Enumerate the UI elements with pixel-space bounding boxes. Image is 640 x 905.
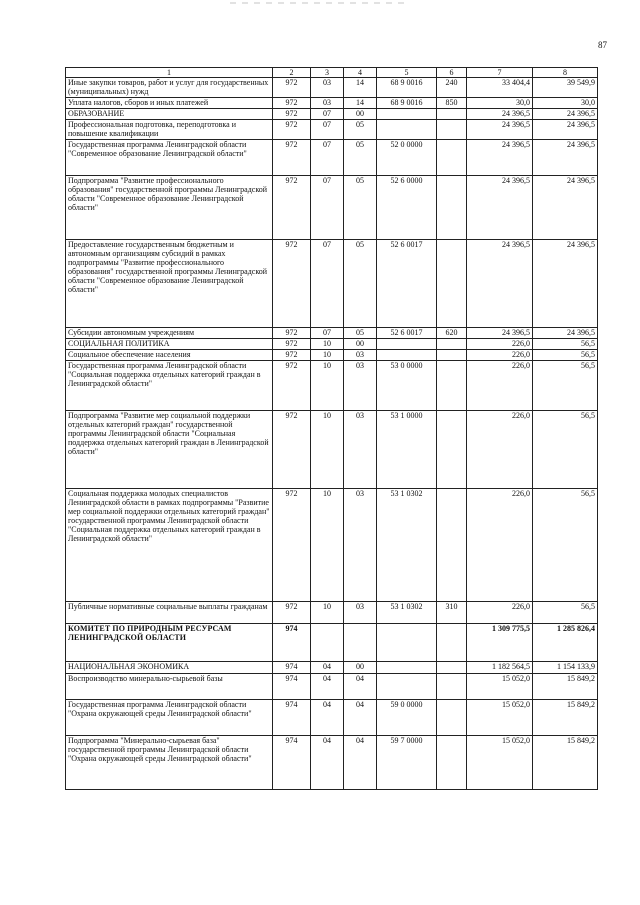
cell-section: 03 <box>311 78 344 98</box>
table-row <box>66 140 598 176</box>
cell-target-article <box>377 120 437 140</box>
cell-expense-type <box>437 339 467 350</box>
column-header: 5 <box>377 68 437 78</box>
cell-ministry-code: 974 <box>273 662 311 674</box>
cell-expense-type <box>437 240 467 328</box>
cell-amount-2: 15 849,2 <box>533 736 598 790</box>
cell-ministry-code: 972 <box>273 339 311 350</box>
cell-target-article <box>377 624 437 662</box>
table-row <box>66 350 598 361</box>
cell-target-article <box>377 674 437 700</box>
row-name: Воспроизводство минерально-сырьевой базы <box>66 674 273 700</box>
cell-expense-type <box>437 140 467 176</box>
cell-amount-1: 15 052,0 <box>467 736 533 790</box>
cell-ministry-code: 972 <box>273 98 311 109</box>
cell-expense-type <box>437 120 467 140</box>
cell-subsection: 05 <box>344 328 377 339</box>
table-row <box>66 674 598 700</box>
cell-expense-type <box>437 109 467 120</box>
table-row <box>66 662 598 674</box>
cell-ministry-code: 972 <box>273 411 311 489</box>
row-name: Подпрограмма "Развитие мер социальной поддержки отдельных категорий граждан" государственной программы Ленинградской области "Социальная поддержка отдельных категорий граждан в Ленинградской области" <box>66 411 273 489</box>
cell-expense-type <box>437 489 467 602</box>
cell-amount-1: 24 396,5 <box>467 140 533 176</box>
row-name: ОБРАЗОВАНИЕ <box>66 109 273 120</box>
cell-target-article <box>377 662 437 674</box>
cell-target-article: 53 1 0302 <box>377 489 437 602</box>
row-name: КОМИТЕТ ПО ПРИРОДНЫМ РЕСУРСАМ ЛЕНИНГРАДСКОЙ ОБЛАСТИ <box>66 624 273 662</box>
cell-amount-2: 24 396,5 <box>533 140 598 176</box>
cell-amount-1: 226,0 <box>467 350 533 361</box>
cell-amount-1: 226,0 <box>467 602 533 624</box>
cell-amount-1: 226,0 <box>467 339 533 350</box>
cell-target-article: 52 6 0017 <box>377 240 437 328</box>
cell-expense-type <box>437 662 467 674</box>
cell-expense-type <box>437 624 467 662</box>
cell-amount-1: 226,0 <box>467 489 533 602</box>
cell-ministry-code: 972 <box>273 109 311 120</box>
cell-amount-2: 24 396,5 <box>533 240 598 328</box>
cell-target-article: 53 1 0302 <box>377 602 437 624</box>
cell-amount-2: 56,5 <box>533 361 598 411</box>
cell-amount-1: 30,0 <box>467 98 533 109</box>
cell-amount-1: 226,0 <box>467 411 533 489</box>
cell-amount-1: 1 309 775,5 <box>467 624 533 662</box>
cell-amount-2: 15 849,2 <box>533 700 598 736</box>
cell-target-article <box>377 339 437 350</box>
row-name: Уплата налогов, сборов и иных платежей <box>66 98 273 109</box>
cell-amount-1: 24 396,5 <box>467 240 533 328</box>
cell-section: 07 <box>311 120 344 140</box>
cell-target-article: 53 0 0000 <box>377 361 437 411</box>
column-header: 2 <box>273 68 311 78</box>
table-row <box>66 98 598 109</box>
cell-amount-2: 56,5 <box>533 339 598 350</box>
cell-expense-type <box>437 674 467 700</box>
cell-ministry-code: 974 <box>273 700 311 736</box>
cell-subsection: 04 <box>344 736 377 790</box>
cell-subsection: 03 <box>344 350 377 361</box>
cell-section: 10 <box>311 411 344 489</box>
cell-subsection: 03 <box>344 602 377 624</box>
table-row <box>66 489 598 602</box>
row-name: Государственная программа Ленинградской области "Охрана окружающей среды Ленинградской области" <box>66 700 273 736</box>
cell-amount-2: 24 396,5 <box>533 328 598 339</box>
cell-expense-type <box>437 411 467 489</box>
row-name: НАЦИОНАЛЬНАЯ ЭКОНОМИКА <box>66 662 273 674</box>
cell-ministry-code: 972 <box>273 489 311 602</box>
cell-amount-1: 33 404,4 <box>467 78 533 98</box>
scan-artifact <box>230 2 410 4</box>
cell-target-article: 59 7 0000 <box>377 736 437 790</box>
table-row <box>66 120 598 140</box>
table-row <box>66 339 598 350</box>
cell-section: 04 <box>311 700 344 736</box>
row-name: Субсидии автономным учреждениям <box>66 328 273 339</box>
cell-subsection: 00 <box>344 109 377 120</box>
cell-section: 07 <box>311 240 344 328</box>
row-name: Государственная программа Ленинградской области "Социальная поддержка отдельных категорий граждан в Ленинградской области" <box>66 361 273 411</box>
cell-amount-1: 1 182 564,5 <box>467 662 533 674</box>
table-row <box>66 624 598 662</box>
cell-target-article: 68 9 0016 <box>377 98 437 109</box>
column-header: 1 <box>66 68 273 78</box>
cell-amount-2: 1 154 133,9 <box>533 662 598 674</box>
table-row <box>66 411 598 489</box>
cell-target-article: 59 0 0000 <box>377 700 437 736</box>
cell-amount-2: 24 396,5 <box>533 176 598 240</box>
row-name: Профессиональная подготовка, переподготовка и повышение квалификации <box>66 120 273 140</box>
cell-target-article: 68 9 0016 <box>377 78 437 98</box>
cell-subsection: 03 <box>344 489 377 602</box>
cell-expense-type <box>437 700 467 736</box>
cell-expense-type: 620 <box>437 328 467 339</box>
cell-section: 07 <box>311 176 344 240</box>
cell-expense-type <box>437 361 467 411</box>
table-row <box>66 240 598 328</box>
cell-expense-type: 310 <box>437 602 467 624</box>
row-name: Иные закупки товаров, работ и услуг для государственных (муниципальных) нужд <box>66 78 273 98</box>
cell-subsection: 03 <box>344 361 377 411</box>
cell-subsection <box>344 624 377 662</box>
cell-expense-type: 850 <box>437 98 467 109</box>
cell-expense-type: 240 <box>437 78 467 98</box>
table-row <box>66 78 598 98</box>
cell-ministry-code: 974 <box>273 624 311 662</box>
cell-amount-2: 30,0 <box>533 98 598 109</box>
cell-target-article: 52 0 0000 <box>377 140 437 176</box>
cell-section: 07 <box>311 328 344 339</box>
cell-subsection: 05 <box>344 240 377 328</box>
cell-ministry-code: 972 <box>273 78 311 98</box>
row-name: Социальная поддержка молодых специалистов Ленинградской области в рамках подпрограммы "Развитие мер социальной поддержки отдельных категорий граждан" государственной программы Ленинградской области "Социальная поддержка отдельных категорий граждан в Ленинградской области" <box>66 489 273 602</box>
table-row <box>66 700 598 736</box>
cell-section: 10 <box>311 489 344 602</box>
cell-amount-2: 1 285 826,4 <box>533 624 598 662</box>
cell-section: 04 <box>311 674 344 700</box>
row-name: Социальное обеспечение населения <box>66 350 273 361</box>
cell-amount-1: 24 396,5 <box>467 328 533 339</box>
table-row <box>66 176 598 240</box>
cell-expense-type <box>437 736 467 790</box>
table-row <box>66 361 598 411</box>
cell-amount-2: 24 396,5 <box>533 120 598 140</box>
cell-section <box>311 624 344 662</box>
table-row <box>66 109 598 120</box>
cell-subsection: 00 <box>344 339 377 350</box>
cell-amount-2: 56,5 <box>533 602 598 624</box>
cell-subsection: 14 <box>344 78 377 98</box>
page-number: 87 <box>598 40 607 50</box>
row-name: Государственная программа Ленинградской области "Современное образование Ленинградской области" <box>66 140 273 176</box>
row-name: Публичные нормативные социальные выплаты гражданам <box>66 602 273 624</box>
cell-ministry-code: 972 <box>273 240 311 328</box>
row-name: Предоставление государственным бюджетным и автономным организациям субсидий в рамках подпрограммы "Развитие профессионального образования" государственной программы Ленинградской области "Современное образование Ленинградской области" <box>66 240 273 328</box>
cell-expense-type <box>437 350 467 361</box>
budget-table <box>65 67 598 790</box>
cell-ministry-code: 972 <box>273 350 311 361</box>
cell-section: 10 <box>311 361 344 411</box>
row-name: Подпрограмма "Минерально-сырьевая база" государственной программы Ленинградской области "Охрана окружающей среды Ленинградской области" <box>66 736 273 790</box>
cell-amount-2: 24 396,5 <box>533 109 598 120</box>
column-header: 4 <box>344 68 377 78</box>
column-header: 6 <box>437 68 467 78</box>
cell-section: 03 <box>311 98 344 109</box>
column-header: 8 <box>533 68 598 78</box>
table-header-row <box>66 68 598 78</box>
cell-amount-2: 56,5 <box>533 350 598 361</box>
row-name: СОЦИАЛЬНАЯ ПОЛИТИКА <box>66 339 273 350</box>
cell-target-article <box>377 350 437 361</box>
cell-ministry-code: 972 <box>273 140 311 176</box>
cell-expense-type <box>437 176 467 240</box>
cell-amount-2: 56,5 <box>533 489 598 602</box>
cell-subsection: 05 <box>344 120 377 140</box>
cell-subsection: 00 <box>344 662 377 674</box>
cell-amount-2: 56,5 <box>533 411 598 489</box>
cell-subsection: 05 <box>344 176 377 240</box>
table-row <box>66 602 598 624</box>
cell-amount-1: 24 396,5 <box>467 176 533 240</box>
cell-amount-1: 15 052,0 <box>467 674 533 700</box>
table-row <box>66 328 598 339</box>
cell-ministry-code: 972 <box>273 328 311 339</box>
cell-ministry-code: 974 <box>273 674 311 700</box>
cell-section: 10 <box>311 350 344 361</box>
cell-section: 04 <box>311 662 344 674</box>
cell-ministry-code: 972 <box>273 176 311 240</box>
cell-target-article: 52 6 0000 <box>377 176 437 240</box>
cell-section: 04 <box>311 736 344 790</box>
cell-amount-1: 226,0 <box>467 361 533 411</box>
row-name: Подпрограмма "Развитие профессионального образования" государственной программы Ленинградской области "Современное образование Ленинградской области" <box>66 176 273 240</box>
cell-amount-2: 39 549,9 <box>533 78 598 98</box>
cell-subsection: 04 <box>344 700 377 736</box>
cell-section: 10 <box>311 602 344 624</box>
cell-subsection: 04 <box>344 674 377 700</box>
cell-section: 10 <box>311 339 344 350</box>
column-header: 3 <box>311 68 344 78</box>
cell-ministry-code: 972 <box>273 602 311 624</box>
table-row <box>66 736 598 790</box>
cell-amount-1: 24 396,5 <box>467 120 533 140</box>
cell-ministry-code: 972 <box>273 120 311 140</box>
cell-ministry-code: 972 <box>273 361 311 411</box>
cell-amount-2: 15 849,2 <box>533 674 598 700</box>
cell-amount-1: 15 052,0 <box>467 700 533 736</box>
column-header: 7 <box>467 68 533 78</box>
cell-ministry-code: 974 <box>273 736 311 790</box>
cell-target-article: 52 6 0017 <box>377 328 437 339</box>
cell-target-article <box>377 109 437 120</box>
cell-target-article: 53 1 0000 <box>377 411 437 489</box>
cell-subsection: 03 <box>344 411 377 489</box>
cell-subsection: 14 <box>344 98 377 109</box>
cell-amount-1: 24 396,5 <box>467 109 533 120</box>
cell-section: 07 <box>311 140 344 176</box>
cell-section: 07 <box>311 109 344 120</box>
cell-subsection: 05 <box>344 140 377 176</box>
